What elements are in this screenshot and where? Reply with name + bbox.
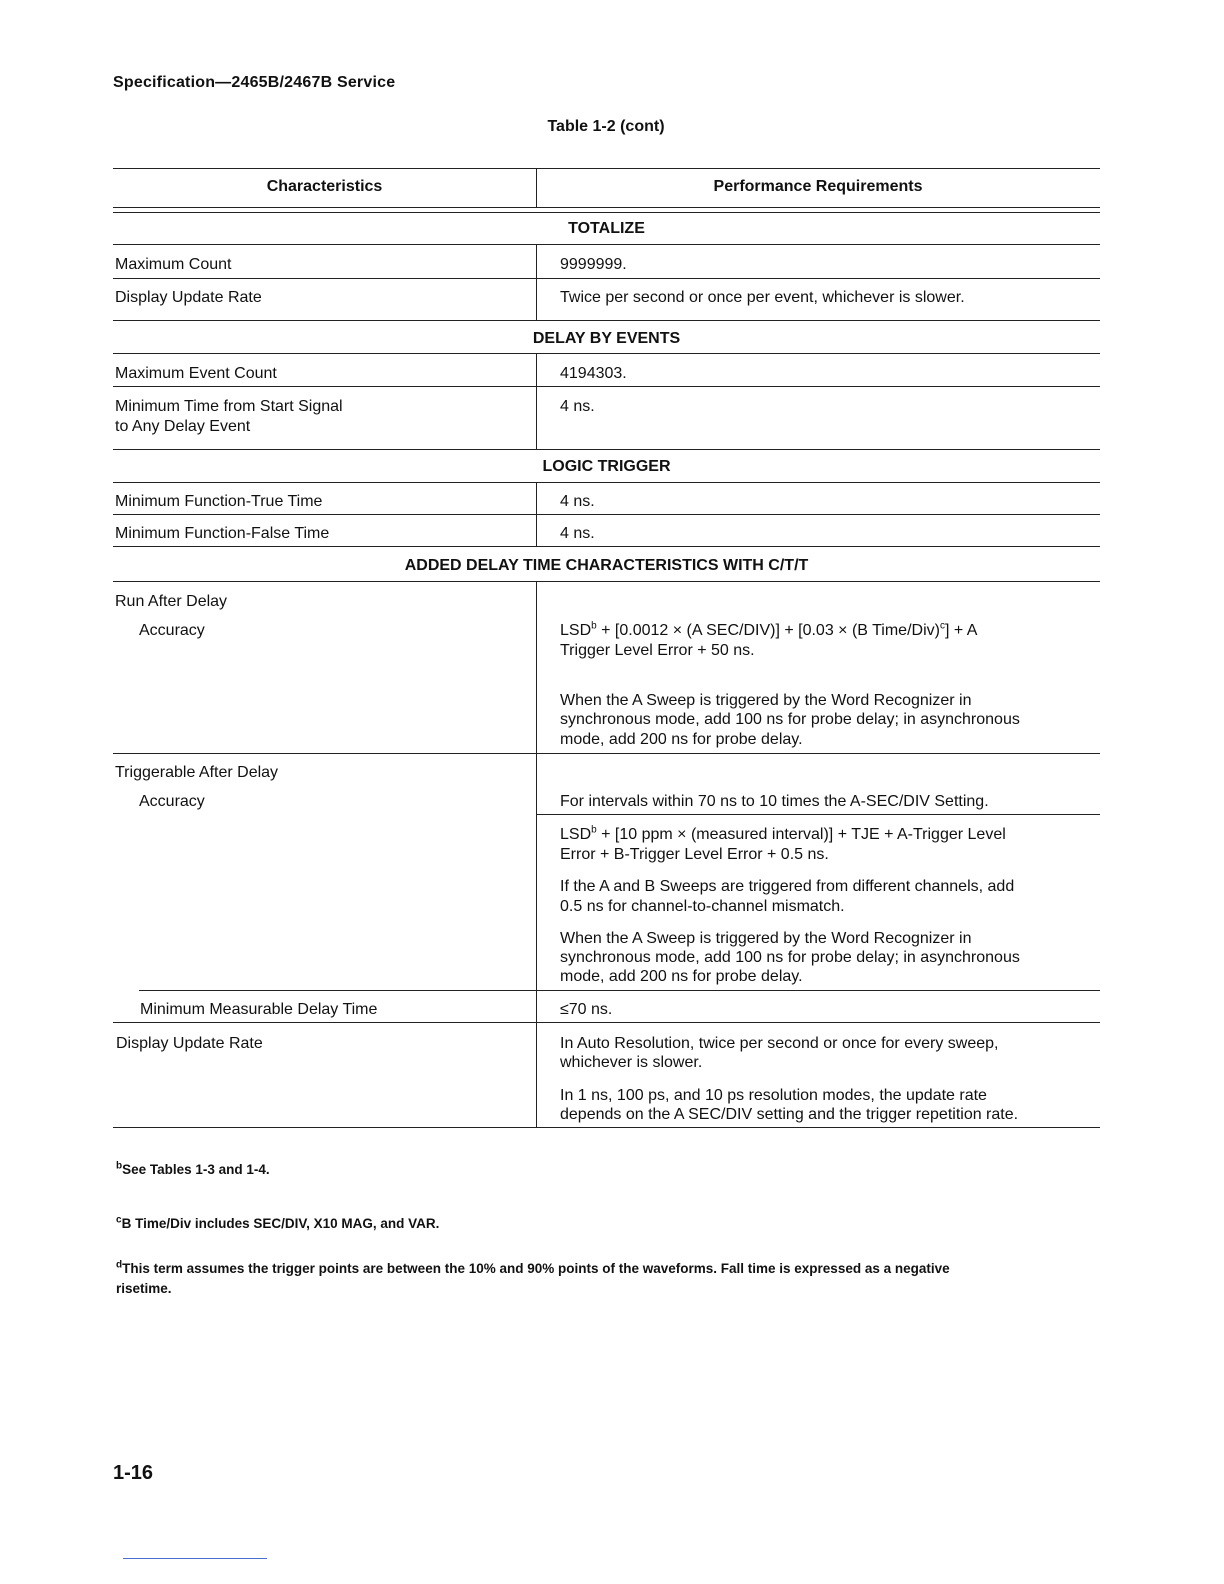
section-title-logic-trigger: LOGIC TRIGGER [542, 458, 671, 475]
rule [113, 449, 1100, 450]
rule [113, 581, 1100, 582]
row-value: 9999999. [560, 256, 627, 273]
rule [113, 244, 1100, 245]
row-value: Error + B-Trigger Level Error + 0.5 ns. [560, 846, 829, 863]
row-value: $LSD^b + [10$ ppm × (measured interval)] + TJE + A-Trigger Level [560, 824, 1006, 843]
footnote-d-cont: risetime. [116, 1281, 172, 1296]
row-value: When the A Sweep is triggered by the Word Recognizer in [560, 930, 972, 947]
row-value: 4 ns. [560, 398, 595, 415]
rule [113, 353, 1100, 354]
row-value: mode, add 200 ns for probe delay. [560, 968, 803, 985]
row-label: Accuracy [139, 622, 205, 639]
column-divider [536, 581, 537, 1127]
section-title-totalize: TOTALIZE [568, 220, 645, 237]
rule [113, 546, 1100, 547]
row-label: Display Update Rate [115, 289, 262, 306]
row-value: If the A and B Sweeps are triggered from different channels, add [560, 878, 1015, 895]
rule [113, 753, 1100, 754]
bottom-rule [123, 1558, 267, 1559]
rule [536, 814, 1100, 815]
row-value: When the A Sweep is triggered by the Word Recognizer in [560, 692, 972, 709]
rule [113, 278, 1100, 279]
section-title-delay-by-events: DELAY BY EVENTS [532, 330, 681, 347]
row-value: 4194303. [560, 365, 627, 382]
row-value: In Auto Resolution, twice per second or once for every sweep, [560, 1035, 999, 1052]
rule [113, 1022, 1100, 1023]
column-divider [536, 244, 537, 321]
row-label: Maximum Event Count [115, 365, 277, 382]
row-label: to Any Delay Event [115, 418, 251, 435]
header-rule-2 [113, 212, 1100, 213]
column-header-performance: Performance Requirements [713, 178, 923, 195]
row-label: Minimum Time from Start Signal [115, 398, 343, 415]
row-label: Minimum Measurable Delay Time [140, 1001, 378, 1018]
row-value: For intervals within 70 ns to 10 times the A-SEC/DIV Setting. [560, 793, 989, 810]
row-label: Maximum Count [115, 256, 232, 273]
table-caption: Table 1-2 (cont) [547, 118, 665, 135]
column-divider [536, 353, 537, 449]
row-value: 4 ns. [560, 493, 595, 510]
row-value: 4 ns. [560, 525, 595, 542]
row-value: synchronous mode, add 100 ns for probe delay; in asynchronous [560, 711, 1020, 728]
row-label: Display Update Rate [116, 1035, 263, 1052]
rule [139, 990, 1100, 991]
row-value: whichever is slower. [560, 1054, 703, 1071]
row-label: Minimum Function-True Time [115, 493, 323, 510]
column-header-characteristics: Characteristics [266, 178, 383, 195]
row-label: Minimum Function-False Time [115, 525, 330, 542]
row-value: synchronous mode, add 100 ns for probe delay; in asynchronous [560, 949, 1020, 966]
row-value: In 1 ns, 100 ps, and 10 ps resolution modes, the update rate [560, 1087, 987, 1104]
rule [113, 320, 1100, 321]
row-label: Run After Delay [115, 593, 228, 610]
rule [113, 514, 1100, 515]
footnote-d: $^d$This term assumes the trigger points are between the 10% and 90% points of the waveforms. Fall time is expressed as a negative [116, 1259, 950, 1276]
row-label: Triggerable After Delay [115, 764, 279, 781]
row-value: depends on the A SEC/DIV setting and the trigger repetition rate. [560, 1106, 1019, 1123]
row-value: mode, add 200 ns for probe delay. [560, 731, 803, 748]
header-rule-1 [113, 207, 1100, 208]
row-value: Twice per second or once per event, whichever is slower. [560, 289, 965, 306]
row-value: $LSD^b + [0.0012 \times (A$ SEC/DIV)] + [0.03 × (B Time/Div)$^c$] + A [560, 620, 978, 639]
running-head: Specification—2465B/2467B Service [113, 74, 396, 91]
footnote-b: $^b$See Tables 1-3 and 1-4. [116, 1160, 270, 1177]
row-value: 0.5 ns for channel-to-channel mismatch. [560, 898, 845, 915]
table-top-rule [113, 168, 1100, 169]
row-label: Accuracy [139, 793, 205, 810]
table-bottom-rule [113, 1127, 1100, 1128]
row-value: ≤70 ns. [560, 1001, 613, 1018]
rule [113, 482, 1100, 483]
section-title-added-delay: ADDED DELAY TIME CHARACTERISTICS WITH C/T/T [404, 557, 809, 574]
rule [113, 386, 1100, 387]
footnote-c: $^c$B Time/Div includes SEC/DIV, X10 MAG, and VAR. [116, 1214, 440, 1231]
row-value: Trigger Level Error + 50 ns. [560, 642, 755, 659]
page-number: 1-16 [113, 1462, 154, 1484]
